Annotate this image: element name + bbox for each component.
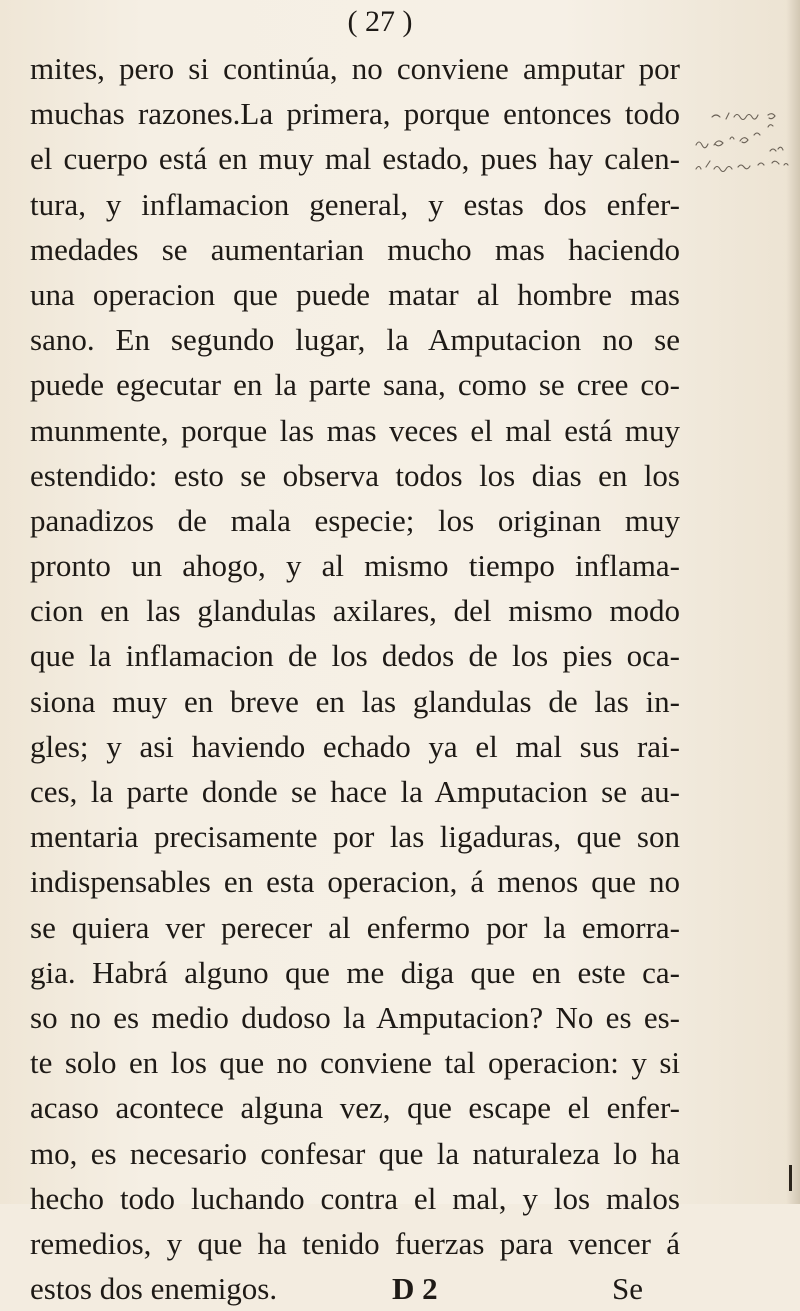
text-line: munmente, porque las mas veces el mal está muy [30, 412, 680, 448]
text-line: que la inflamacion de los dedos de los pies oca- [30, 638, 680, 674]
text-line: tura, y inflamacion general, y estas dos enfer- [30, 186, 680, 222]
text-line: acaso acontece alguna vez, que escape el enfer- [30, 1090, 680, 1126]
text-line: gia. Habrá alguno que me diga que en este ca- [30, 954, 680, 990]
text-line: gles; y asi haviendo echado ya el mal sus rai- [30, 728, 680, 764]
text-line: una operacion que puede matar al hombre mas [30, 276, 680, 312]
text-line: mites, pero si continúa, no conviene amputar por [30, 51, 680, 86]
page-edge-mark [789, 1165, 792, 1191]
catchword: Se [612, 1271, 643, 1307]
text-line: estos dos enemigos. [30, 1271, 278, 1307]
text-line: sano. En segundo lugar, la Amputacion no se [30, 322, 680, 358]
text-line: se quiera ver perecer al enfermo por la emorra- [30, 909, 680, 945]
text-line: indispensables en esta operacion, á menos que no [30, 864, 680, 900]
text-line: te solo en los que no conviene tal operacion: y si [30, 1045, 680, 1081]
text-line: panadizos de mala especie; los originan muy [30, 502, 680, 538]
text-line: estendido: esto se observa todos los dias en los [30, 457, 680, 493]
text-line: cion en las glandulas axilares, del mismo modo [30, 593, 680, 629]
text-line: puede egecutar en la parte sana, como se cree co- [30, 367, 680, 403]
last-text-row [30, 1266, 680, 1311]
text-line: medades se aumentarian mucho mas haciendo [30, 231, 680, 267]
text-line: pronto un ahogo, y al mismo tiempo inflama- [30, 548, 680, 584]
text-line: mo, es necesario confesar que la naturaleza lo ha [30, 1135, 680, 1171]
handwritten-margin-note [690, 105, 800, 195]
text-line: hecho todo luchando contra el mal, y los malos [30, 1180, 680, 1216]
signature-mark: D 2 [392, 1271, 438, 1307]
text-line: so no es medio dudoso la Amputacion? No es es- [30, 999, 680, 1035]
text-line: siona muy en breve en las glandulas de las in- [30, 683, 680, 719]
text-line: ces, la parte donde se hace la Amputacion se au- [30, 774, 680, 809]
page-number: ( 27 ) [347, 5, 413, 38]
body-text [30, 46, 680, 1311]
text-line: muchas razones.La primera, porque entonces todo [30, 96, 680, 132]
pencil-scribble-icon [690, 105, 800, 195]
text-line: el cuerpo está en muy mal estado, pues hay calen- [30, 141, 680, 177]
text-line: remedios, y que ha tenido fuerzas para vencer á [30, 1225, 680, 1261]
page-edge-shadow [786, 0, 800, 1204]
text-line: mentaria precisamente por las ligaduras, que son [30, 819, 680, 855]
